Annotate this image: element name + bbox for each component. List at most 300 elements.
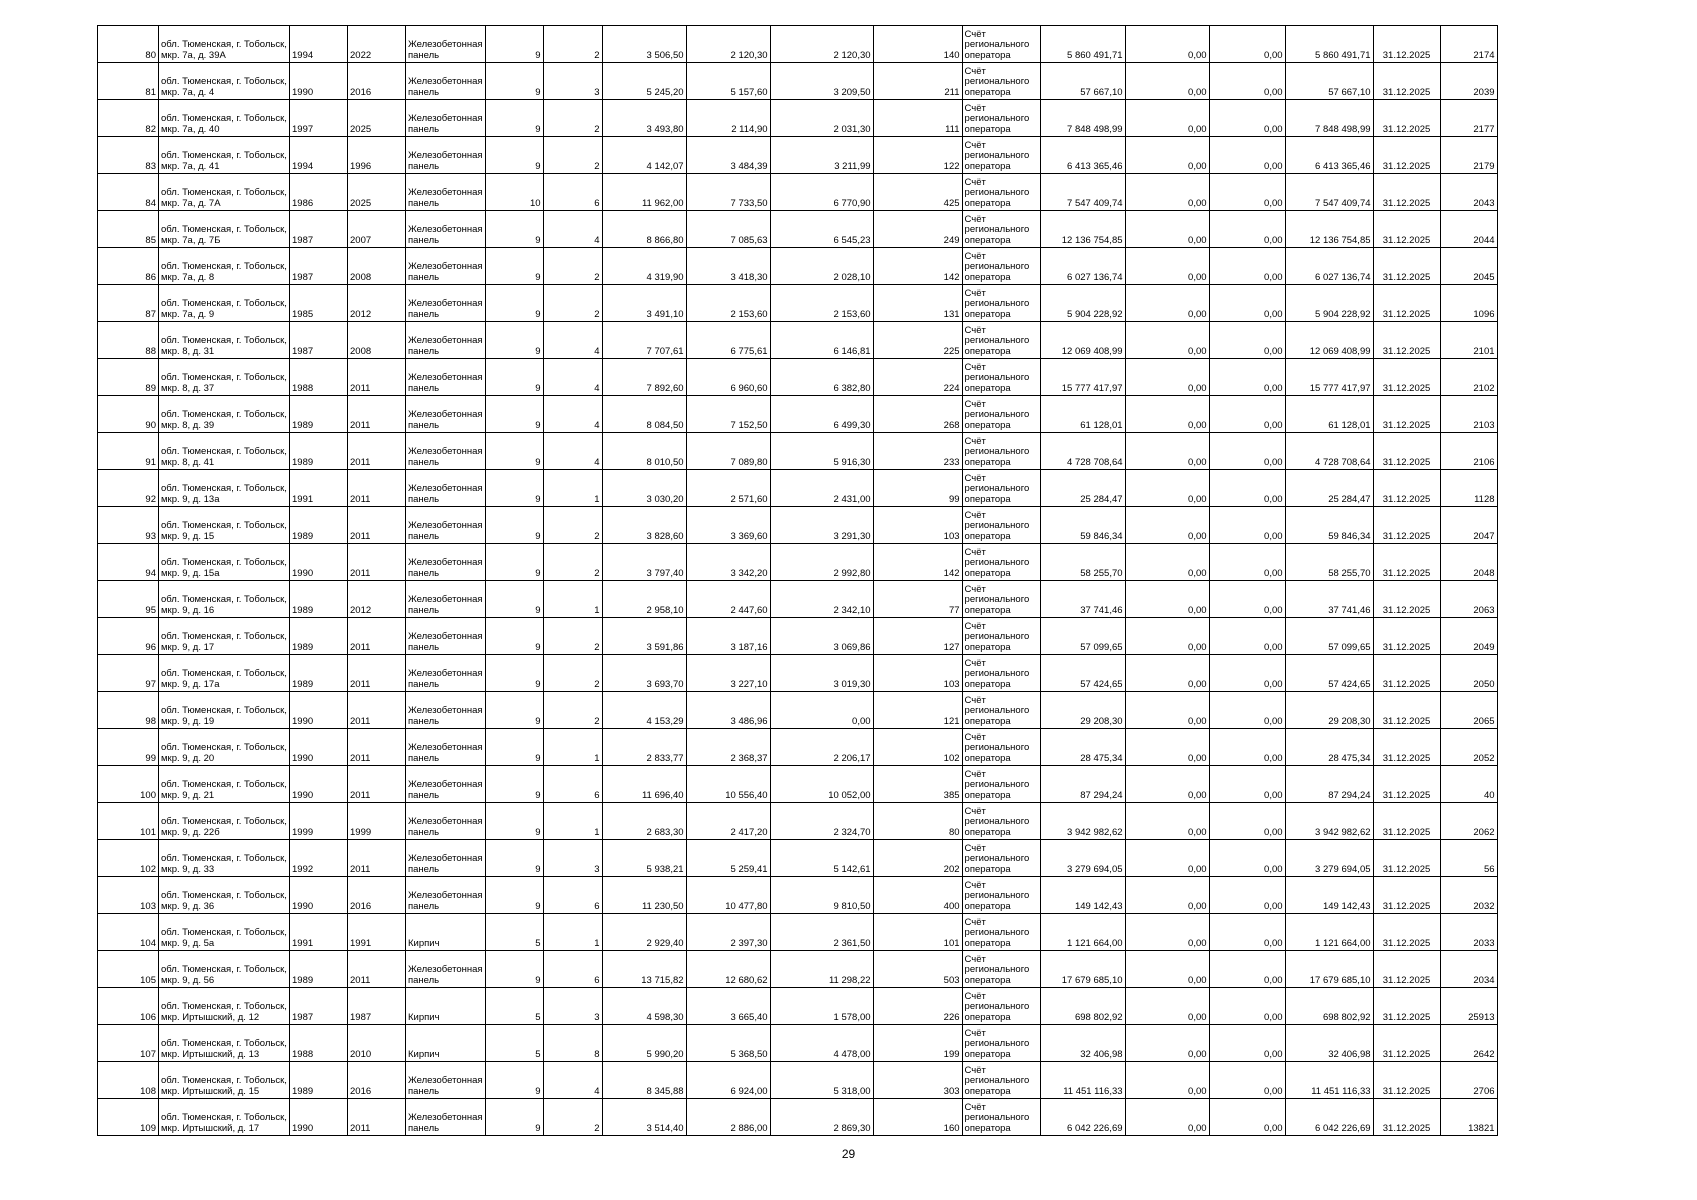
fund-method-cell: Счёт регионального оператора (962, 914, 1040, 951)
row-number-cell: 88 (98, 322, 159, 359)
deadline-date-cell: 31.12.2025 (1373, 248, 1440, 285)
year-overhaul-cell: 2016 (348, 877, 406, 914)
area-a-cell: 6 960,60 (686, 359, 770, 396)
year-overhaul-cell: 2011 (348, 951, 406, 988)
zero-amount-cell: 0,00 (1125, 63, 1209, 100)
address-cell: обл. Тюменская, г. Тобольск, мкр. 8, д. 39 (159, 396, 290, 433)
table-row (98, 433, 1498, 470)
zero-amount-cell: 0,00 (1125, 655, 1209, 692)
area-b-cell: 11 298,22 (770, 951, 873, 988)
row-number-cell: 101 (98, 803, 159, 840)
deadline-date-cell: 31.12.2025 (1373, 211, 1440, 248)
wall-material-cell: Железобетонная панель (406, 840, 486, 877)
area-b-cell: 2 324,70 (770, 803, 873, 840)
address-cell: обл. Тюменская, г. Тобольск, мкр. 9, д. 15а (159, 544, 290, 581)
total-area-cell: 3 514,40 (602, 1099, 686, 1136)
address-cell: обл. Тюменская, г. Тобольск, мкр. 7а, д. 7А (159, 174, 290, 211)
entrances-cell: 4 (543, 396, 602, 433)
deadline-date-cell: 31.12.2025 (1373, 26, 1440, 63)
deadline-date-cell: 31.12.2025 (1373, 988, 1440, 1025)
wall-material-cell: Железобетонная панель (406, 507, 486, 544)
row-number-cell: 94 (98, 544, 159, 581)
deadline-date-cell: 31.12.2025 (1373, 877, 1440, 914)
area-b-cell: 0,00 (770, 692, 873, 729)
amount-cell: 58 255,70 (1040, 544, 1125, 581)
address-cell: обл. Тюменская, г. Тобольск, мкр. 7а, д. 7Б (159, 211, 290, 248)
residents-cell: 122 (873, 137, 962, 174)
year-built-cell: 1990 (290, 692, 348, 729)
wall-material-cell: Железобетонная панель (406, 63, 486, 100)
deadline-date-cell: 31.12.2025 (1373, 692, 1440, 729)
year-built-cell: 1990 (290, 877, 348, 914)
zero-amount-cell: 0,00 (1125, 581, 1209, 618)
year-overhaul-cell: 2011 (348, 507, 406, 544)
deadline-date-cell: 31.12.2025 (1373, 433, 1440, 470)
table-row (98, 322, 1498, 359)
address-cell: обл. Тюменская, г. Тобольск, мкр. 9, д. 5а (159, 914, 290, 951)
year-overhaul-cell: 2011 (348, 655, 406, 692)
year-built-cell: 1987 (290, 322, 348, 359)
wall-material-cell: Железобетонная панель (406, 285, 486, 322)
house-code-cell: 2706 (1440, 1062, 1497, 1099)
wall-material-cell: Железобетонная панель (406, 692, 486, 729)
fund-method-cell: Счёт регионального оператора (962, 655, 1040, 692)
entrances-cell: 4 (543, 359, 602, 396)
entrances-cell: 6 (543, 951, 602, 988)
entrances-cell: 2 (543, 507, 602, 544)
deadline-date-cell: 31.12.2025 (1373, 544, 1440, 581)
row-number-cell: 85 (98, 211, 159, 248)
area-b-cell: 2 120,30 (770, 26, 873, 63)
zero-amount-cell: 0,00 (1209, 26, 1285, 63)
area-a-cell: 3 484,39 (686, 137, 770, 174)
area-b-cell: 5 318,00 (770, 1062, 873, 1099)
amount-cell: 15 777 417,97 (1040, 359, 1125, 396)
entrances-cell: 4 (543, 211, 602, 248)
residents-cell: 425 (873, 174, 962, 211)
total-amount-cell: 4 728 708,64 (1285, 433, 1373, 470)
area-b-cell: 5 142,61 (770, 840, 873, 877)
amount-cell: 7 547 409,74 (1040, 174, 1125, 211)
zero-amount-cell: 0,00 (1125, 26, 1209, 63)
row-number-cell: 104 (98, 914, 159, 951)
area-a-cell: 2 397,30 (686, 914, 770, 951)
area-b-cell: 1 578,00 (770, 988, 873, 1025)
residents-cell: 111 (873, 100, 962, 137)
wall-material-cell: Железобетонная панель (406, 951, 486, 988)
zero-amount-cell: 0,00 (1209, 470, 1285, 507)
zero-amount-cell: 0,00 (1125, 322, 1209, 359)
amount-cell: 6 027 136,74 (1040, 248, 1125, 285)
address-cell: обл. Тюменская, г. Тобольск, мкр. 9, д. 15 (159, 507, 290, 544)
address-cell: обл. Тюменская, г. Тобольск, мкр. 7а, д. 8 (159, 248, 290, 285)
floors-cell: 9 (485, 803, 543, 840)
year-built-cell: 1988 (290, 1025, 348, 1062)
zero-amount-cell: 0,00 (1125, 544, 1209, 581)
year-overhaul-cell: 2008 (348, 248, 406, 285)
year-overhaul-cell: 2011 (348, 1099, 406, 1136)
deadline-date-cell: 31.12.2025 (1373, 655, 1440, 692)
year-overhaul-cell: 2011 (348, 692, 406, 729)
total-amount-cell: 29 208,30 (1285, 692, 1373, 729)
year-overhaul-cell: 2011 (348, 396, 406, 433)
year-overhaul-cell: 1987 (348, 988, 406, 1025)
table-row (98, 1025, 1498, 1062)
zero-amount-cell: 0,00 (1209, 396, 1285, 433)
area-b-cell: 3 019,30 (770, 655, 873, 692)
total-area-cell: 4 153,29 (602, 692, 686, 729)
fund-method-cell: Счёт регионального оператора (962, 1099, 1040, 1136)
year-overhaul-cell: 2016 (348, 63, 406, 100)
year-built-cell: 1992 (290, 840, 348, 877)
total-amount-cell: 61 128,01 (1285, 396, 1373, 433)
table-row (98, 914, 1498, 951)
fund-method-cell: Счёт регионального оператора (962, 396, 1040, 433)
residents-cell: 233 (873, 433, 962, 470)
zero-amount-cell: 0,00 (1209, 1099, 1285, 1136)
residents-cell: 103 (873, 655, 962, 692)
row-number-cell: 87 (98, 285, 159, 322)
year-overhaul-cell: 2012 (348, 581, 406, 618)
table-row (98, 840, 1498, 877)
residents-cell: 103 (873, 507, 962, 544)
house-code-cell: 13821 (1440, 1099, 1497, 1136)
fund-method-cell: Счёт регионального оператора (962, 766, 1040, 803)
row-number-cell: 90 (98, 396, 159, 433)
year-overhaul-cell: 2011 (348, 470, 406, 507)
row-number-cell: 106 (98, 988, 159, 1025)
address-cell: обл. Тюменская, г. Тобольск, мкр. 9, д. 16 (159, 581, 290, 618)
residents-cell: 101 (873, 914, 962, 951)
year-built-cell: 1990 (290, 729, 348, 766)
area-a-cell: 2 153,60 (686, 285, 770, 322)
deadline-date-cell: 31.12.2025 (1373, 581, 1440, 618)
deadline-date-cell: 31.12.2025 (1373, 914, 1440, 951)
fund-method-cell: Счёт регионального оператора (962, 470, 1040, 507)
year-built-cell: 1994 (290, 26, 348, 63)
fund-method-cell: Счёт регионального оператора (962, 174, 1040, 211)
zero-amount-cell: 0,00 (1125, 618, 1209, 655)
zero-amount-cell: 0,00 (1209, 766, 1285, 803)
fund-method-cell: Счёт регионального оператора (962, 581, 1040, 618)
wall-material-cell: Железобетонная панель (406, 766, 486, 803)
entrances-cell: 6 (543, 174, 602, 211)
table-body (98, 26, 1498, 1136)
table-row (98, 1062, 1498, 1099)
table-row (98, 877, 1498, 914)
wall-material-cell: Железобетонная панель (406, 137, 486, 174)
residents-cell: 211 (873, 63, 962, 100)
row-number-cell: 100 (98, 766, 159, 803)
table-row (98, 100, 1498, 137)
floors-cell: 9 (485, 433, 543, 470)
residents-cell: 121 (873, 692, 962, 729)
total-area-cell: 3 491,10 (602, 285, 686, 322)
amount-cell: 11 451 116,33 (1040, 1062, 1125, 1099)
amount-cell: 57 667,10 (1040, 63, 1125, 100)
fund-method-cell: Счёт регионального оператора (962, 137, 1040, 174)
zero-amount-cell: 0,00 (1209, 100, 1285, 137)
floors-cell: 9 (485, 618, 543, 655)
area-b-cell: 5 916,30 (770, 433, 873, 470)
year-built-cell: 1989 (290, 618, 348, 655)
deadline-date-cell: 31.12.2025 (1373, 470, 1440, 507)
zero-amount-cell: 0,00 (1209, 803, 1285, 840)
row-number-cell: 80 (98, 26, 159, 63)
row-number-cell: 89 (98, 359, 159, 396)
total-area-cell: 8 010,50 (602, 433, 686, 470)
total-area-cell: 2 958,10 (602, 581, 686, 618)
amount-cell: 17 679 685,10 (1040, 951, 1125, 988)
deadline-date-cell: 31.12.2025 (1373, 100, 1440, 137)
entrances-cell: 4 (543, 433, 602, 470)
total-amount-cell: 149 142,43 (1285, 877, 1373, 914)
area-a-cell: 6 924,00 (686, 1062, 770, 1099)
total-amount-cell: 1 121 664,00 (1285, 914, 1373, 951)
area-b-cell: 4 478,00 (770, 1025, 873, 1062)
housing-register-table (97, 25, 1498, 1136)
address-cell: обл. Тюменская, г. Тобольск, мкр. 8, д. 31 (159, 322, 290, 359)
address-cell: обл. Тюменская, г. Тобольск, мкр. 9, д. 13а (159, 470, 290, 507)
year-built-cell: 1991 (290, 914, 348, 951)
row-number-cell: 93 (98, 507, 159, 544)
total-area-cell: 7 892,60 (602, 359, 686, 396)
area-a-cell: 5 157,60 (686, 63, 770, 100)
floors-cell: 9 (485, 470, 543, 507)
year-overhaul-cell: 2012 (348, 285, 406, 322)
zero-amount-cell: 0,00 (1125, 988, 1209, 1025)
house-code-cell: 2063 (1440, 581, 1497, 618)
zero-amount-cell: 0,00 (1209, 1025, 1285, 1062)
total-area-cell: 2 683,30 (602, 803, 686, 840)
residents-cell: 80 (873, 803, 962, 840)
amount-cell: 59 846,34 (1040, 507, 1125, 544)
entrances-cell: 1 (543, 581, 602, 618)
residents-cell: 400 (873, 877, 962, 914)
residents-cell: 503 (873, 951, 962, 988)
fund-method-cell: Счёт регионального оператора (962, 433, 1040, 470)
fund-method-cell: Счёт регионального оператора (962, 988, 1040, 1025)
zero-amount-cell: 0,00 (1125, 1099, 1209, 1136)
total-area-cell: 3 591,86 (602, 618, 686, 655)
wall-material-cell: Кирпич (406, 914, 486, 951)
amount-cell: 28 475,34 (1040, 729, 1125, 766)
row-number-cell: 82 (98, 100, 159, 137)
year-built-cell: 1994 (290, 137, 348, 174)
zero-amount-cell: 0,00 (1209, 211, 1285, 248)
total-area-cell: 3 828,60 (602, 507, 686, 544)
house-code-cell: 56 (1440, 840, 1497, 877)
total-amount-cell: 57 667,10 (1285, 63, 1373, 100)
residents-cell: 102 (873, 729, 962, 766)
year-built-cell: 1987 (290, 248, 348, 285)
year-overhaul-cell: 2011 (348, 618, 406, 655)
year-built-cell: 1990 (290, 766, 348, 803)
year-overhaul-cell: 2007 (348, 211, 406, 248)
year-overhaul-cell: 2025 (348, 174, 406, 211)
year-built-cell: 1988 (290, 359, 348, 396)
residents-cell: 99 (873, 470, 962, 507)
deadline-date-cell: 31.12.2025 (1373, 1025, 1440, 1062)
floors-cell: 9 (485, 655, 543, 692)
table-row (98, 248, 1498, 285)
fund-method-cell: Счёт регионального оператора (962, 951, 1040, 988)
deadline-date-cell: 31.12.2025 (1373, 840, 1440, 877)
amount-cell: 7 848 498,99 (1040, 100, 1125, 137)
address-cell: обл. Тюменская, г. Тобольск, мкр. 7а, д. 40 (159, 100, 290, 137)
total-area-cell: 3 693,70 (602, 655, 686, 692)
table-row (98, 951, 1498, 988)
total-area-cell: 2 929,40 (602, 914, 686, 951)
year-overhaul-cell: 2008 (348, 322, 406, 359)
house-code-cell: 2052 (1440, 729, 1497, 766)
entrances-cell: 2 (543, 1099, 602, 1136)
zero-amount-cell: 0,00 (1209, 581, 1285, 618)
deadline-date-cell: 31.12.2025 (1373, 396, 1440, 433)
fund-method-cell: Счёт регионального оператора (962, 507, 1040, 544)
deadline-date-cell: 31.12.2025 (1373, 729, 1440, 766)
table-row (98, 766, 1498, 803)
residents-cell: 249 (873, 211, 962, 248)
fund-method-cell: Счёт регионального оператора (962, 1025, 1040, 1062)
area-b-cell: 3 069,86 (770, 618, 873, 655)
residents-cell: 303 (873, 1062, 962, 1099)
row-number-cell: 103 (98, 877, 159, 914)
house-code-cell: 2049 (1440, 618, 1497, 655)
wall-material-cell: Кирпич (406, 988, 486, 1025)
floors-cell: 9 (485, 285, 543, 322)
year-overhaul-cell: 2010 (348, 1025, 406, 1062)
year-overhaul-cell: 1996 (348, 137, 406, 174)
entrances-cell: 1 (543, 914, 602, 951)
fund-method-cell: Счёт регионального оператора (962, 544, 1040, 581)
area-a-cell: 10 556,40 (686, 766, 770, 803)
residents-cell: 226 (873, 988, 962, 1025)
total-amount-cell: 12 069 408,99 (1285, 322, 1373, 359)
total-area-cell: 3 030,20 (602, 470, 686, 507)
zero-amount-cell: 0,00 (1209, 988, 1285, 1025)
address-cell: обл. Тюменская, г. Тобольск, мкр. 7а, д. 41 (159, 137, 290, 174)
floors-cell: 5 (485, 988, 543, 1025)
residents-cell: 202 (873, 840, 962, 877)
table-row (98, 26, 1498, 63)
floors-cell: 9 (485, 1062, 543, 1099)
house-code-cell: 2033 (1440, 914, 1497, 951)
wall-material-cell: Железобетонная панель (406, 322, 486, 359)
deadline-date-cell: 31.12.2025 (1373, 1062, 1440, 1099)
table-row (98, 618, 1498, 655)
area-a-cell: 3 227,10 (686, 655, 770, 692)
fund-method-cell: Счёт регионального оператора (962, 1062, 1040, 1099)
zero-amount-cell: 0,00 (1209, 914, 1285, 951)
floors-cell: 9 (485, 766, 543, 803)
area-a-cell: 3 418,30 (686, 248, 770, 285)
residents-cell: 77 (873, 581, 962, 618)
year-overhaul-cell: 2016 (348, 1062, 406, 1099)
year-overhaul-cell: 1991 (348, 914, 406, 951)
entrances-cell: 2 (543, 544, 602, 581)
address-cell: обл. Тюменская, г. Тобольск, мкр. 9, д. 56 (159, 951, 290, 988)
address-cell: обл. Тюменская, г. Тобольск, мкр. 8, д. 41 (159, 433, 290, 470)
total-amount-cell: 58 255,70 (1285, 544, 1373, 581)
area-a-cell: 3 486,96 (686, 692, 770, 729)
deadline-date-cell: 31.12.2025 (1373, 618, 1440, 655)
year-overhaul-cell: 2011 (348, 840, 406, 877)
year-overhaul-cell: 2011 (348, 544, 406, 581)
amount-cell: 4 728 708,64 (1040, 433, 1125, 470)
table-row (98, 581, 1498, 618)
zero-amount-cell: 0,00 (1209, 322, 1285, 359)
wall-material-cell: Железобетонная панель (406, 655, 486, 692)
total-amount-cell: 3 279 694,05 (1285, 840, 1373, 877)
zero-amount-cell: 0,00 (1209, 433, 1285, 470)
entrances-cell: 2 (543, 248, 602, 285)
residents-cell: 131 (873, 285, 962, 322)
wall-material-cell: Железобетонная панель (406, 470, 486, 507)
area-a-cell: 2 368,37 (686, 729, 770, 766)
year-overhaul-cell: 2011 (348, 729, 406, 766)
residents-cell: 268 (873, 396, 962, 433)
total-amount-cell: 3 942 982,62 (1285, 803, 1373, 840)
table-row (98, 285, 1498, 322)
row-number-cell: 99 (98, 729, 159, 766)
amount-cell: 5 904 228,92 (1040, 285, 1125, 322)
area-a-cell: 2 447,60 (686, 581, 770, 618)
wall-material-cell: Железобетонная панель (406, 877, 486, 914)
year-built-cell: 1985 (290, 285, 348, 322)
total-area-cell: 4 598,30 (602, 988, 686, 1025)
floors-cell: 9 (485, 729, 543, 766)
total-area-cell: 8 345,88 (602, 1062, 686, 1099)
total-area-cell: 3 506,50 (602, 26, 686, 63)
floors-cell: 9 (485, 396, 543, 433)
address-cell: обл. Тюменская, г. Тобольск, мкр. Иртышский, д. 15 (159, 1062, 290, 1099)
floors-cell: 9 (485, 507, 543, 544)
area-a-cell: 7 733,50 (686, 174, 770, 211)
area-b-cell: 6 146,81 (770, 322, 873, 359)
house-code-cell: 2048 (1440, 544, 1497, 581)
house-code-cell: 2103 (1440, 396, 1497, 433)
year-built-cell: 1986 (290, 174, 348, 211)
address-cell: обл. Тюменская, г. Тобольск, мкр. 9, д. 22б (159, 803, 290, 840)
house-code-cell: 2101 (1440, 322, 1497, 359)
total-amount-cell: 12 136 754,85 (1285, 211, 1373, 248)
zero-amount-cell: 0,00 (1125, 359, 1209, 396)
entrances-cell: 2 (543, 26, 602, 63)
table-row (98, 507, 1498, 544)
row-number-cell: 81 (98, 63, 159, 100)
zero-amount-cell: 0,00 (1209, 655, 1285, 692)
residents-cell: 140 (873, 26, 962, 63)
amount-cell: 6 042 226,69 (1040, 1099, 1125, 1136)
total-amount-cell: 57 099,65 (1285, 618, 1373, 655)
house-code-cell: 2043 (1440, 174, 1497, 211)
deadline-date-cell: 31.12.2025 (1373, 766, 1440, 803)
house-code-cell: 2050 (1440, 655, 1497, 692)
area-b-cell: 3 209,50 (770, 63, 873, 100)
deadline-date-cell: 31.12.2025 (1373, 174, 1440, 211)
year-overhaul-cell: 1999 (348, 803, 406, 840)
address-cell: обл. Тюменская, г. Тобольск, мкр. 9, д. 36 (159, 877, 290, 914)
fund-method-cell: Счёт регионального оператора (962, 840, 1040, 877)
year-built-cell: 1989 (290, 396, 348, 433)
address-cell: обл. Тюменская, г. Тобольск, мкр. 8, д. 37 (159, 359, 290, 396)
deadline-date-cell: 31.12.2025 (1373, 322, 1440, 359)
zero-amount-cell: 0,00 (1125, 396, 1209, 433)
floors-cell: 9 (485, 692, 543, 729)
zero-amount-cell: 0,00 (1209, 840, 1285, 877)
wall-material-cell: Железобетонная панель (406, 1099, 486, 1136)
